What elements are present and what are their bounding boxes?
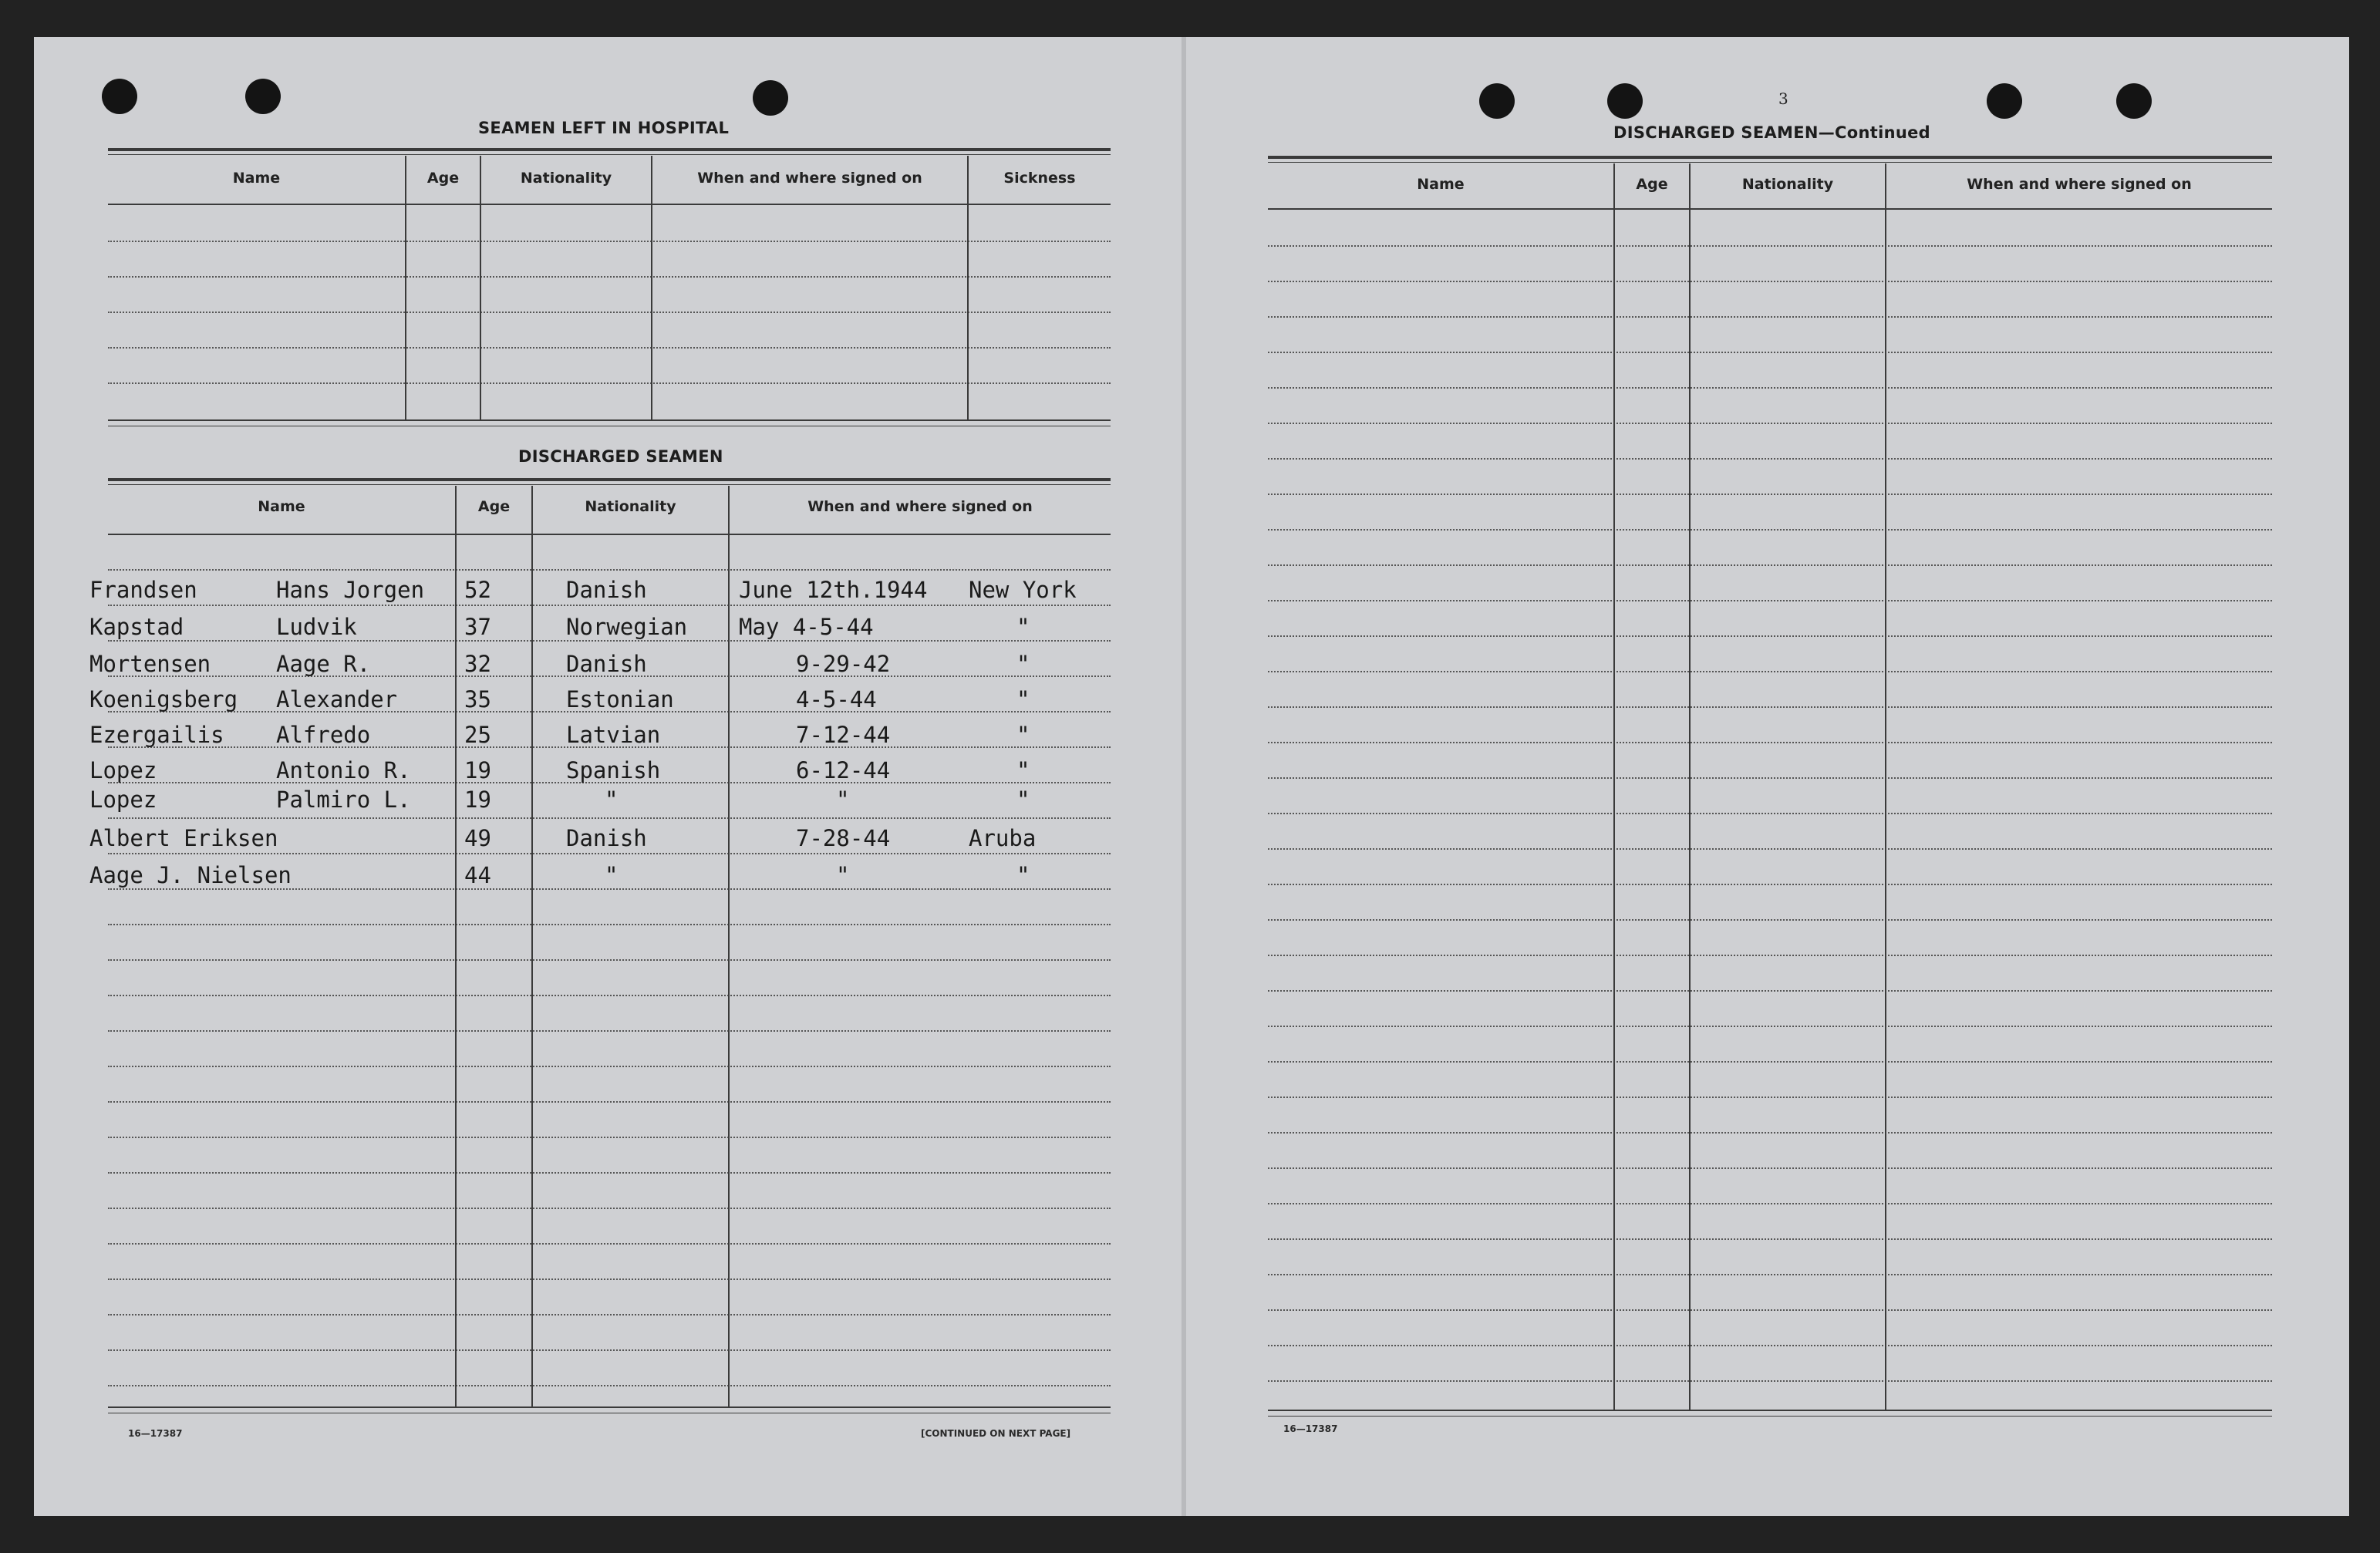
- seaman-surname: Lopez: [89, 757, 157, 783]
- seaman-given-name: Antonio R.: [276, 757, 411, 783]
- discharged-col-nationality: Nationality: [585, 498, 676, 515]
- table-rule: [108, 148, 1111, 151]
- ruled-line: [1268, 529, 2272, 531]
- continued-title: DISCHARGED SEAMEN—Continued: [1613, 123, 1930, 142]
- ruled-line: [108, 1030, 1111, 1032]
- ruled-line: [108, 605, 1111, 606]
- ruled-line: [1268, 281, 2272, 282]
- ruled-line: [1268, 813, 2272, 814]
- seaman-given-name: Alexander: [276, 686, 398, 712]
- discharged-title: DISCHARGED SEAMEN: [518, 447, 723, 466]
- seaman-surname: Mortensen: [89, 651, 211, 677]
- ruled-line: [1268, 1026, 2272, 1027]
- seaman-age: 19: [464, 757, 491, 783]
- seaman-age: 44: [464, 862, 491, 888]
- column-divider: [1689, 163, 1691, 1410]
- punch-hole: [102, 79, 137, 114]
- ruled-line: [1268, 1238, 2272, 1240]
- ruled-line: [108, 382, 1111, 384]
- hospital-col-signed-on: When and where signed on: [697, 170, 922, 187]
- seaman-given-name: Aage R.: [276, 651, 371, 677]
- ruled-line: [108, 241, 1111, 242]
- column-divider: [531, 486, 533, 1406]
- ruled-line: [1268, 494, 2272, 495]
- column-divider: [728, 486, 730, 1406]
- punch-hole: [2116, 83, 2152, 119]
- seaman-nationality: Spanish: [566, 757, 661, 783]
- table-rule: [108, 478, 1111, 481]
- ruled-line: [108, 1137, 1111, 1138]
- signed-on-place: New York: [969, 577, 1077, 603]
- signed-on-date: 4-5-44: [796, 686, 877, 712]
- seaman-age: 19: [464, 787, 491, 813]
- ruled-line: [1268, 919, 2272, 921]
- ruled-line: [108, 1101, 1111, 1103]
- column-divider: [405, 156, 406, 419]
- table-rule: [108, 534, 1111, 535]
- ruled-line: [1268, 955, 2272, 956]
- column-divider: [967, 156, 969, 419]
- punch-hole: [1607, 83, 1643, 119]
- ruled-line: [1268, 777, 2272, 779]
- table-rule: [1268, 156, 2272, 159]
- ruled-line: [108, 959, 1111, 961]
- signed-on-place: ": [1016, 614, 1030, 640]
- continued-col-nationality: Nationality: [1741, 176, 1834, 193]
- continued-note: [CONTINUED ON NEXT PAGE]: [921, 1428, 1071, 1439]
- ruled-line: [1268, 600, 2272, 601]
- seaman-age: 35: [464, 686, 491, 712]
- ruled-line: [108, 1243, 1111, 1245]
- ruled-line: [108, 1385, 1111, 1386]
- signed-on-place: ": [1016, 722, 1030, 748]
- right-page: [1186, 37, 2349, 1516]
- left-page: [34, 37, 1182, 1516]
- discharged-col-signed-on: When and where signed on: [807, 498, 1033, 515]
- ruled-line: [1268, 848, 2272, 850]
- table-rule: [1268, 1416, 2272, 1417]
- continued-col-signed-on: When and where signed on: [1967, 176, 2192, 193]
- ruled-line: [108, 817, 1111, 819]
- ruled-line: [1268, 316, 2272, 318]
- ruled-line: [1268, 884, 2272, 885]
- signed-on-place: ": [1016, 757, 1030, 783]
- ruled-line: [1268, 742, 2272, 743]
- ruled-line: [1268, 1061, 2272, 1063]
- signed-on-place: ": [1016, 686, 1030, 712]
- punch-hole: [245, 79, 281, 114]
- column-divider: [480, 156, 481, 419]
- signed-on-place: Aruba: [969, 825, 1037, 851]
- seaman-nationality: Danish: [566, 825, 647, 851]
- column-divider: [1885, 163, 1886, 1410]
- seaman-nationality: ": [605, 862, 619, 888]
- seaman-given-name: Hans Jorgen: [276, 577, 425, 603]
- ruled-line: [1268, 706, 2272, 708]
- continued-col-name: Name: [1417, 176, 1465, 193]
- hospital-col-age: Age: [426, 170, 460, 187]
- ruled-line: [108, 276, 1111, 278]
- seaman-surname: Koenigsberg: [89, 686, 238, 712]
- discharged-col-name: Name: [258, 498, 305, 515]
- seaman-nationality: ": [605, 787, 619, 813]
- hospital-title: SEAMEN LEFT IN HOSPITAL: [478, 119, 730, 137]
- table-rule: [1268, 208, 2272, 210]
- ruled-line: [1268, 1274, 2272, 1275]
- seaman-nationality: Norwegian: [566, 614, 688, 640]
- ruled-line: [1268, 1132, 2272, 1134]
- seaman-age: 52: [464, 577, 491, 603]
- continued-col-age: Age: [1636, 176, 1668, 193]
- table-rule: [1268, 162, 2272, 163]
- seaman-given-name: Alfredo: [276, 722, 371, 748]
- table-rule: [108, 484, 1111, 485]
- discharged-col-age: Age: [477, 498, 511, 515]
- seaman-given-name: Palmiro L.: [276, 787, 411, 813]
- form-code: 16—17387: [128, 1428, 183, 1439]
- ruled-line: [108, 888, 1111, 890]
- punch-hole: [1987, 83, 2022, 119]
- ruled-line: [1268, 423, 2272, 424]
- table-rule: [108, 419, 1111, 421]
- seaman-given-name: Ludvik: [276, 614, 357, 640]
- ruled-line: [1268, 458, 2272, 460]
- signed-on-date: 6-12-44: [796, 757, 891, 783]
- ruled-line: [1268, 671, 2272, 672]
- ruled-line: [1268, 1309, 2272, 1311]
- hospital-col-name: Name: [232, 170, 281, 187]
- ruled-line: [1268, 352, 2272, 353]
- ruled-line: [108, 1066, 1111, 1067]
- seaman-age: 49: [464, 825, 491, 851]
- page-number: 3: [1778, 89, 1788, 108]
- column-divider: [651, 156, 652, 419]
- seaman-surname: Albert Eriksen: [89, 825, 278, 851]
- ruled-line: [108, 924, 1111, 925]
- ruled-line: [108, 1172, 1111, 1174]
- ruled-line: [108, 347, 1111, 349]
- punch-hole: [753, 80, 788, 116]
- signed-on-date: 9-29-42: [796, 651, 891, 677]
- seaman-nationality: Danish: [566, 577, 647, 603]
- table-rule: [108, 1406, 1111, 1408]
- ruled-line: [108, 1349, 1111, 1351]
- column-divider: [1613, 163, 1615, 1410]
- seaman-nationality: Estonian: [566, 686, 674, 712]
- ruled-line: [1268, 1345, 2272, 1346]
- signed-on-date: ": [836, 862, 850, 888]
- punch-hole: [1479, 83, 1515, 119]
- seaman-age: 32: [464, 651, 491, 677]
- ruled-line: [1268, 245, 2272, 247]
- ruled-line: [108, 853, 1111, 854]
- ruled-line: [1268, 1167, 2272, 1169]
- signed-on-place: ": [1016, 787, 1030, 813]
- ruled-line: [1268, 990, 2272, 992]
- seaman-nationality: Danish: [566, 651, 647, 677]
- seaman-surname: Aage J. Nielsen: [89, 862, 292, 888]
- hospital-col-nationality: Nationality: [520, 170, 612, 187]
- ruled-line: [108, 640, 1111, 642]
- ruled-line: [1268, 564, 2272, 566]
- ruled-line: [108, 1208, 1111, 1209]
- ruled-line: [1268, 1097, 2272, 1098]
- seaman-age: 37: [464, 614, 491, 640]
- ruled-line: [108, 312, 1111, 313]
- ruled-line: [1268, 635, 2272, 637]
- ruled-line: [1268, 1380, 2272, 1382]
- form-code: 16—17387: [1283, 1423, 1338, 1434]
- ruled-line: [1268, 387, 2272, 389]
- table-rule: [108, 154, 1111, 155]
- seaman-age: 25: [464, 722, 491, 748]
- signed-on-date: May 4-5-44: [739, 614, 874, 640]
- ruled-line: [108, 1314, 1111, 1316]
- ruled-line: [108, 995, 1111, 996]
- seaman-surname: Frandsen: [89, 577, 197, 603]
- signed-on-place: ": [1016, 651, 1030, 677]
- signed-on-date: June 12th.1944: [739, 577, 928, 603]
- column-divider: [455, 486, 457, 1406]
- seaman-surname: Lopez: [89, 787, 157, 813]
- signed-on-date: 7-12-44: [796, 722, 891, 748]
- seaman-surname: Kapstad: [89, 614, 184, 640]
- table-rule: [1268, 1410, 2272, 1411]
- hospital-col-sickness: Sickness: [1003, 170, 1076, 187]
- seaman-nationality: Latvian: [566, 722, 661, 748]
- signed-on-date: 7-28-44: [796, 825, 891, 851]
- ruled-line: [108, 569, 1111, 571]
- signed-on-date: ": [836, 787, 850, 813]
- ruled-line: [1268, 1203, 2272, 1204]
- table-rule: [108, 204, 1111, 205]
- ruled-line: [108, 1278, 1111, 1280]
- signed-on-place: ": [1016, 862, 1030, 888]
- seaman-surname: Ezergailis: [89, 722, 224, 748]
